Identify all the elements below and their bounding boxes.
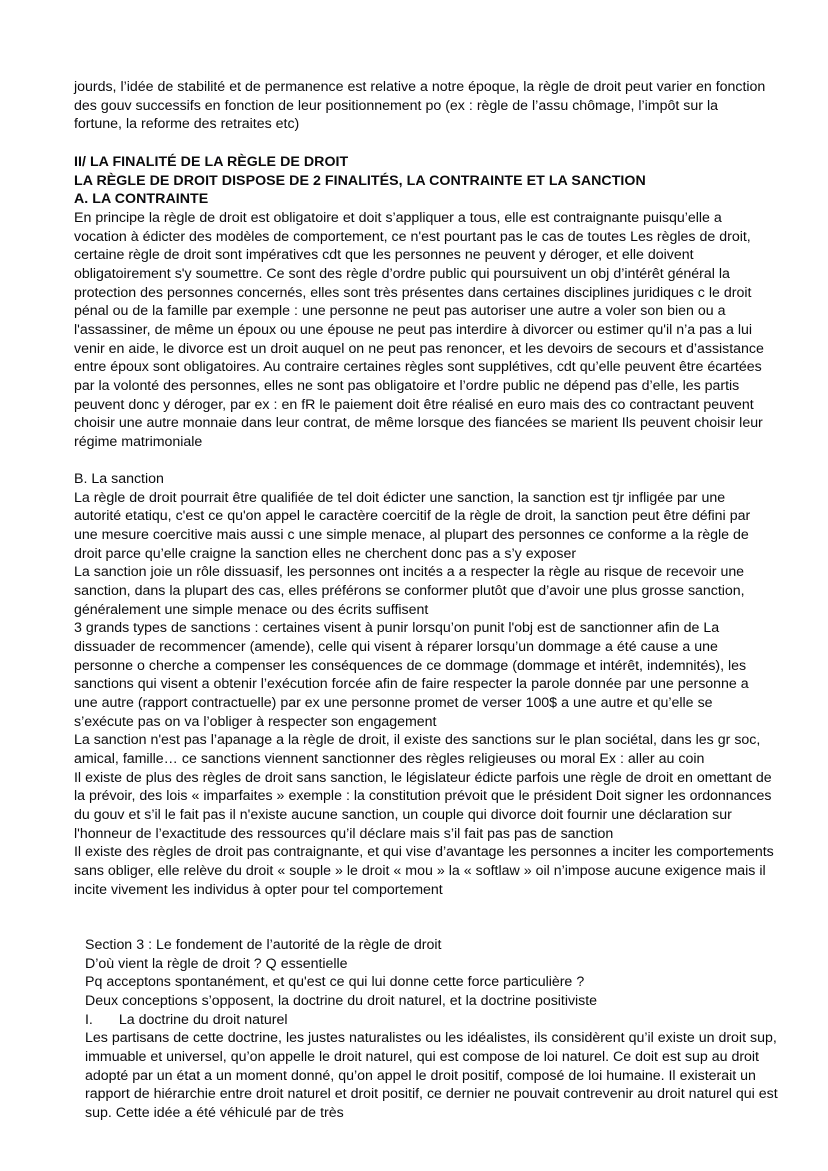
heading-section-a-contrainte: A. LA CONTRAINTE [74, 191, 209, 208]
heading-part-two-subtitle: LA RÈGLE DE DROIT DISPOSE DE 2 FINALITÉS, LA CONTRAINTE ET LA SANCTION [74, 172, 646, 189]
spacer-before-part-two [74, 134, 768, 153]
sanction-paragraph-5: Il existe de plus des règles de droit sans sanction, le législateur édicte parfois une règle de droit en omettant de la prévoir, des lois « imparfaites » exemple : la constitution prévoit que le président Doit signer les ordonnances du gouv et s’il le fait pas il n'existe aucune sanction, un couple qui divorce doit fournir une déclaration sur l'honneur de l’exactitude des ressources qu’il déclare mais s’il fait pas pas de sanction [74, 769, 772, 842]
heading-part-two: II/ LA FINALITÉ DE LA RÈGLE DE DROIT [74, 153, 349, 170]
subsection-one-line [85, 1011, 768, 1030]
section-three-line-4: Deux conceptions s’opposent, la doctrine du droit naturel, et la doctrine positiviste [85, 993, 598, 1010]
section-three-block [74, 936, 778, 1123]
section-three-line-2: D’où vient la règle de droit ? Q essentielle [85, 955, 348, 972]
contrainte-paragraph: En principe la règle de droit est obligatoire et doit s’appliquer a tous, elle est contraignante puisqu’elle a vocation à édicter des modèles de comportement, ce n'est pourtant pas le cas de toutes Les règles de droit, certaine règle de droit sont impératives cdt que les personnes ne peuvent y déroger, et elle doivent obligatoirement s'y soumettre. Ce sont des règle d’ordre public qui poursuivent un obj d’intérêt général la protection des personnes concernés, elles sont très présentes dans certaines disciplines juridiques c le droit pénal ou de la famille par exemple : une personne ne peut pas autoriser une autre a voler son bien ou a l'assassiner, de même un époux ou une épouse ne peut pas interdire à divorcer ou estimer qu'il n’a pas a lui venir en aide, le divorce est un droit auquel on ne peut pas renoncer, et les devoirs de secours et d’assistance entre époux sont obligatoires. Au contraire certaines règles sont supplétives, cdt qu’elle peuvent être écartées par la volonté des personnes, elles ne sont pas obligatoire et l’ordre public ne dépend pas d’elle, les partis peuvent donc y déroger, par ex : en fR le paiement doit être réalisé en euro mais des co contractant peuvent choisir une autre monnaie dans leur contrat, de même lorsque des fiancées se marient Ils peuvent choisir leur régime matrimoniale [74, 209, 764, 450]
sanction-paragraph-6: Il existe des règles de droit pas contraignante, et qui vise d’avantage les personnes a inciter les comportements sans obliger, elle relève du droit « souple » le droit « mou » la « softlaw » oil n’impose aucune exigence mais il incite vivement les individus à opter pour tel comportement [74, 844, 774, 898]
heading-section-b-sanction: B. La sanction [74, 471, 164, 488]
subsection-one-number: I. [85, 1011, 93, 1028]
section-three-body: Les partisans de cette doctrine, les justes naturalistes ou les idéalistes, ils considèrent qu’il existe un droit sup, immuable et universel, qu’on appelle le droit naturel, qui est compose de loi naturel. Ce doit est sup au droit adopté par un état a un moment donné, qu’on appel le droit positif, composé de loi humaine. Il existerait un rapport de hiérarchie entre droit naturel et droit positif, ce dernier ne pouvait contrevenir au droit naturel qui est sup. Cette idée a été véhiculé par de très [85, 1030, 778, 1122]
spacer-before-section-three [74, 899, 768, 936]
section-three-line-3: Pq acceptons spontanément, et qu'est ce qui lui donne cette force particulière ? [85, 974, 585, 991]
sanction-paragraph-1: La règle de droit pourrait être qualifiée de tel doit édicter une sanction, la sanction est tjr infligée par une autorité etatiqu, c'est ce qu'on appel le caractère coercitif de la règle de droit, la sanction peut être défini par une mesure coercitive mais aussi c une simple menace, al plupart des personnes ce conforme a la règle de droit parce qu’elle craigne la sanction elles ne cherchent donc pas a s’y exposer [74, 489, 751, 562]
document-body [74, 78, 778, 1123]
sanction-paragraph-3: 3 grands types de sanctions : certaines visent à punir lorsqu’on punit l'obj est de sanctionner afin de La dissuader de recommencer (amende), celle qui visent à réparer lorsqu’un dommage a été cause a une personne o cherche a compenser les conséquences de ce dommage (dommage et intérêt, indemnités), les sanctions qui visent a obtenir l’exécution forcée afin de faire respecter la parole donnée par une personne a une autre (rapport contractuelle) par ex une personne promet de verser 100$ a une autre et qu’elle se s’exécute pas on va l’obliger à respecter son engagement [74, 620, 749, 730]
sanction-paragraph-4: La sanction n'est pas l’apanage a la règle de droit, il existe des sanctions sur le plan sociétal, dans les gr soc, amical, famille… ce sanctions viennent sanctionner des règles religieuses ou moral Ex : aller au coin [74, 732, 761, 767]
intro-paragraph: jourds, l’idée de stabilité et de permanence est relative a notre époque, la règle de droit peut varier en fonction des gouv successifs en fonction de leur positionnement po (ex : règle de l’assu chômage, l’impôt sur la fortune, la reforme des retraites etc) [74, 79, 766, 133]
sanction-paragraph-2: La sanction joie un rôle dissuasif, les personnes ont incités a a respecter la règle au risque de recevoir une sanction, dans la plupart des cas, elles préférons se conformer plutôt que d’avoir une plus grosse sanction, généralement une simple menace ou des écrits suffisent [74, 564, 745, 618]
section-three-title: Section 3 : Le fondement de l’autorité de la règle de droit [85, 937, 442, 954]
spacer-before-section-b [74, 451, 768, 470]
subsection-one-title: La doctrine du droit naturel [118, 1011, 288, 1028]
